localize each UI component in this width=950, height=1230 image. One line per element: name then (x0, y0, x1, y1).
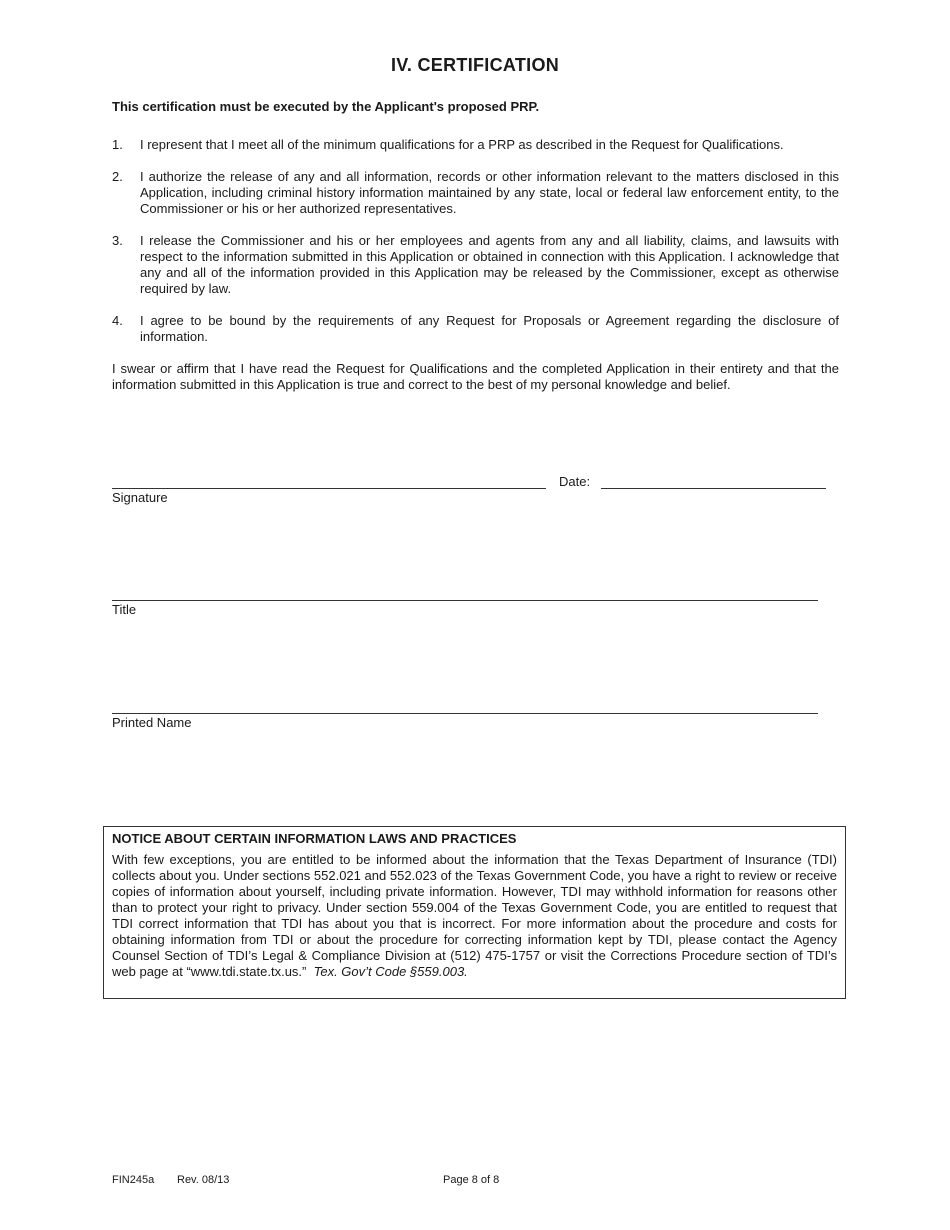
item-text: I represent that I meet all of the minimum qualifications for a PRP as described in the Request for Qualifications. (140, 137, 784, 152)
information-notice-box (103, 826, 846, 999)
item-number: 3. (112, 233, 123, 248)
page-title: IV. CERTIFICATION (390, 55, 560, 75)
signature-label: Signature (112, 490, 168, 505)
signature-line[interactable] (112, 488, 546, 489)
item-text: I agree to be bound by the requirements of any Request for Proposals or Agreement regarding the disclosure of information. (140, 313, 839, 344)
date-line[interactable] (601, 488, 826, 489)
item-number: 2. (112, 169, 123, 184)
revision-date: Rev. 08/13 (177, 1174, 230, 1186)
item-text: I authorize the release of any and all information, records or other information relevant to the matters disclosed in this Application, including criminal history information maintained by any state, local or federal law enforcement entity, to the Commissioner or his or her authorized representatives. (140, 169, 839, 216)
item-number: 4. (112, 313, 123, 328)
form-number: FIN245a (112, 1174, 155, 1186)
printed-name-line[interactable] (112, 713, 818, 714)
certification-item-4 (112, 313, 839, 345)
page-number: Page 8 of 8 (443, 1174, 500, 1186)
title-label: Title (112, 602, 137, 617)
item-number: 1. (112, 137, 123, 152)
title-line[interactable] (112, 600, 818, 601)
item-text: I release the Commissioner and his or her employees and agents from any and all liability, claims, and lawsuits with respect to the information submitted in this Application or obtained in connection with this Application. I acknowledge that any and all of the information provided in this Application may be released by the Commissioner, except as otherwise required by law. (140, 233, 839, 296)
certification-item-3 (112, 233, 839, 297)
notice-text: With few exceptions, you are entitled to be informed about the information that the Texas Department of Insurance (TDI) collects about you. Under sections 552.021 and 552.023 of the Texas Government Code, you have a right to review or receive copies of information about yourself, including private information. However, TDI may withhold information for reasons other than to protect your right to privacy. Under section 559.004 of the Texas Government Code, you are entitled to request that TDI correct information that TDI has about you that is incorrect. For more information about the procedure and costs for obtaining information from TDI or about the procedure for correcting information kept by TDI, please contact the Agency Counsel Section of TDI’s Legal & Compliance Division at (512) 475-1757 or visit the Corrections Procedure section of TDI’s web page at “www.tdi.state.tx.us.” (112, 852, 837, 979)
certification-item-2 (112, 169, 839, 217)
date-label: Date: (559, 474, 591, 489)
oath-statement: I swear or affirm that I have read the Request for Qualifications and the completed Application in their entirety and that the information submitted in this Application is true and correct to the best of my personal knowledge and belief. (112, 361, 839, 392)
notice-citation: Tex. Gov’t Code §559.003. (313, 964, 468, 979)
notice-title: NOTICE ABOUT CERTAIN INFORMATION LAWS AND PRACTICES (112, 831, 517, 846)
printed-name-label: Printed Name (112, 715, 192, 730)
notice-body (112, 852, 837, 980)
certification-instruction: This certification must be executed by the Applicant's proposed PRP. (112, 99, 540, 114)
certification-item-1 (112, 137, 839, 153)
